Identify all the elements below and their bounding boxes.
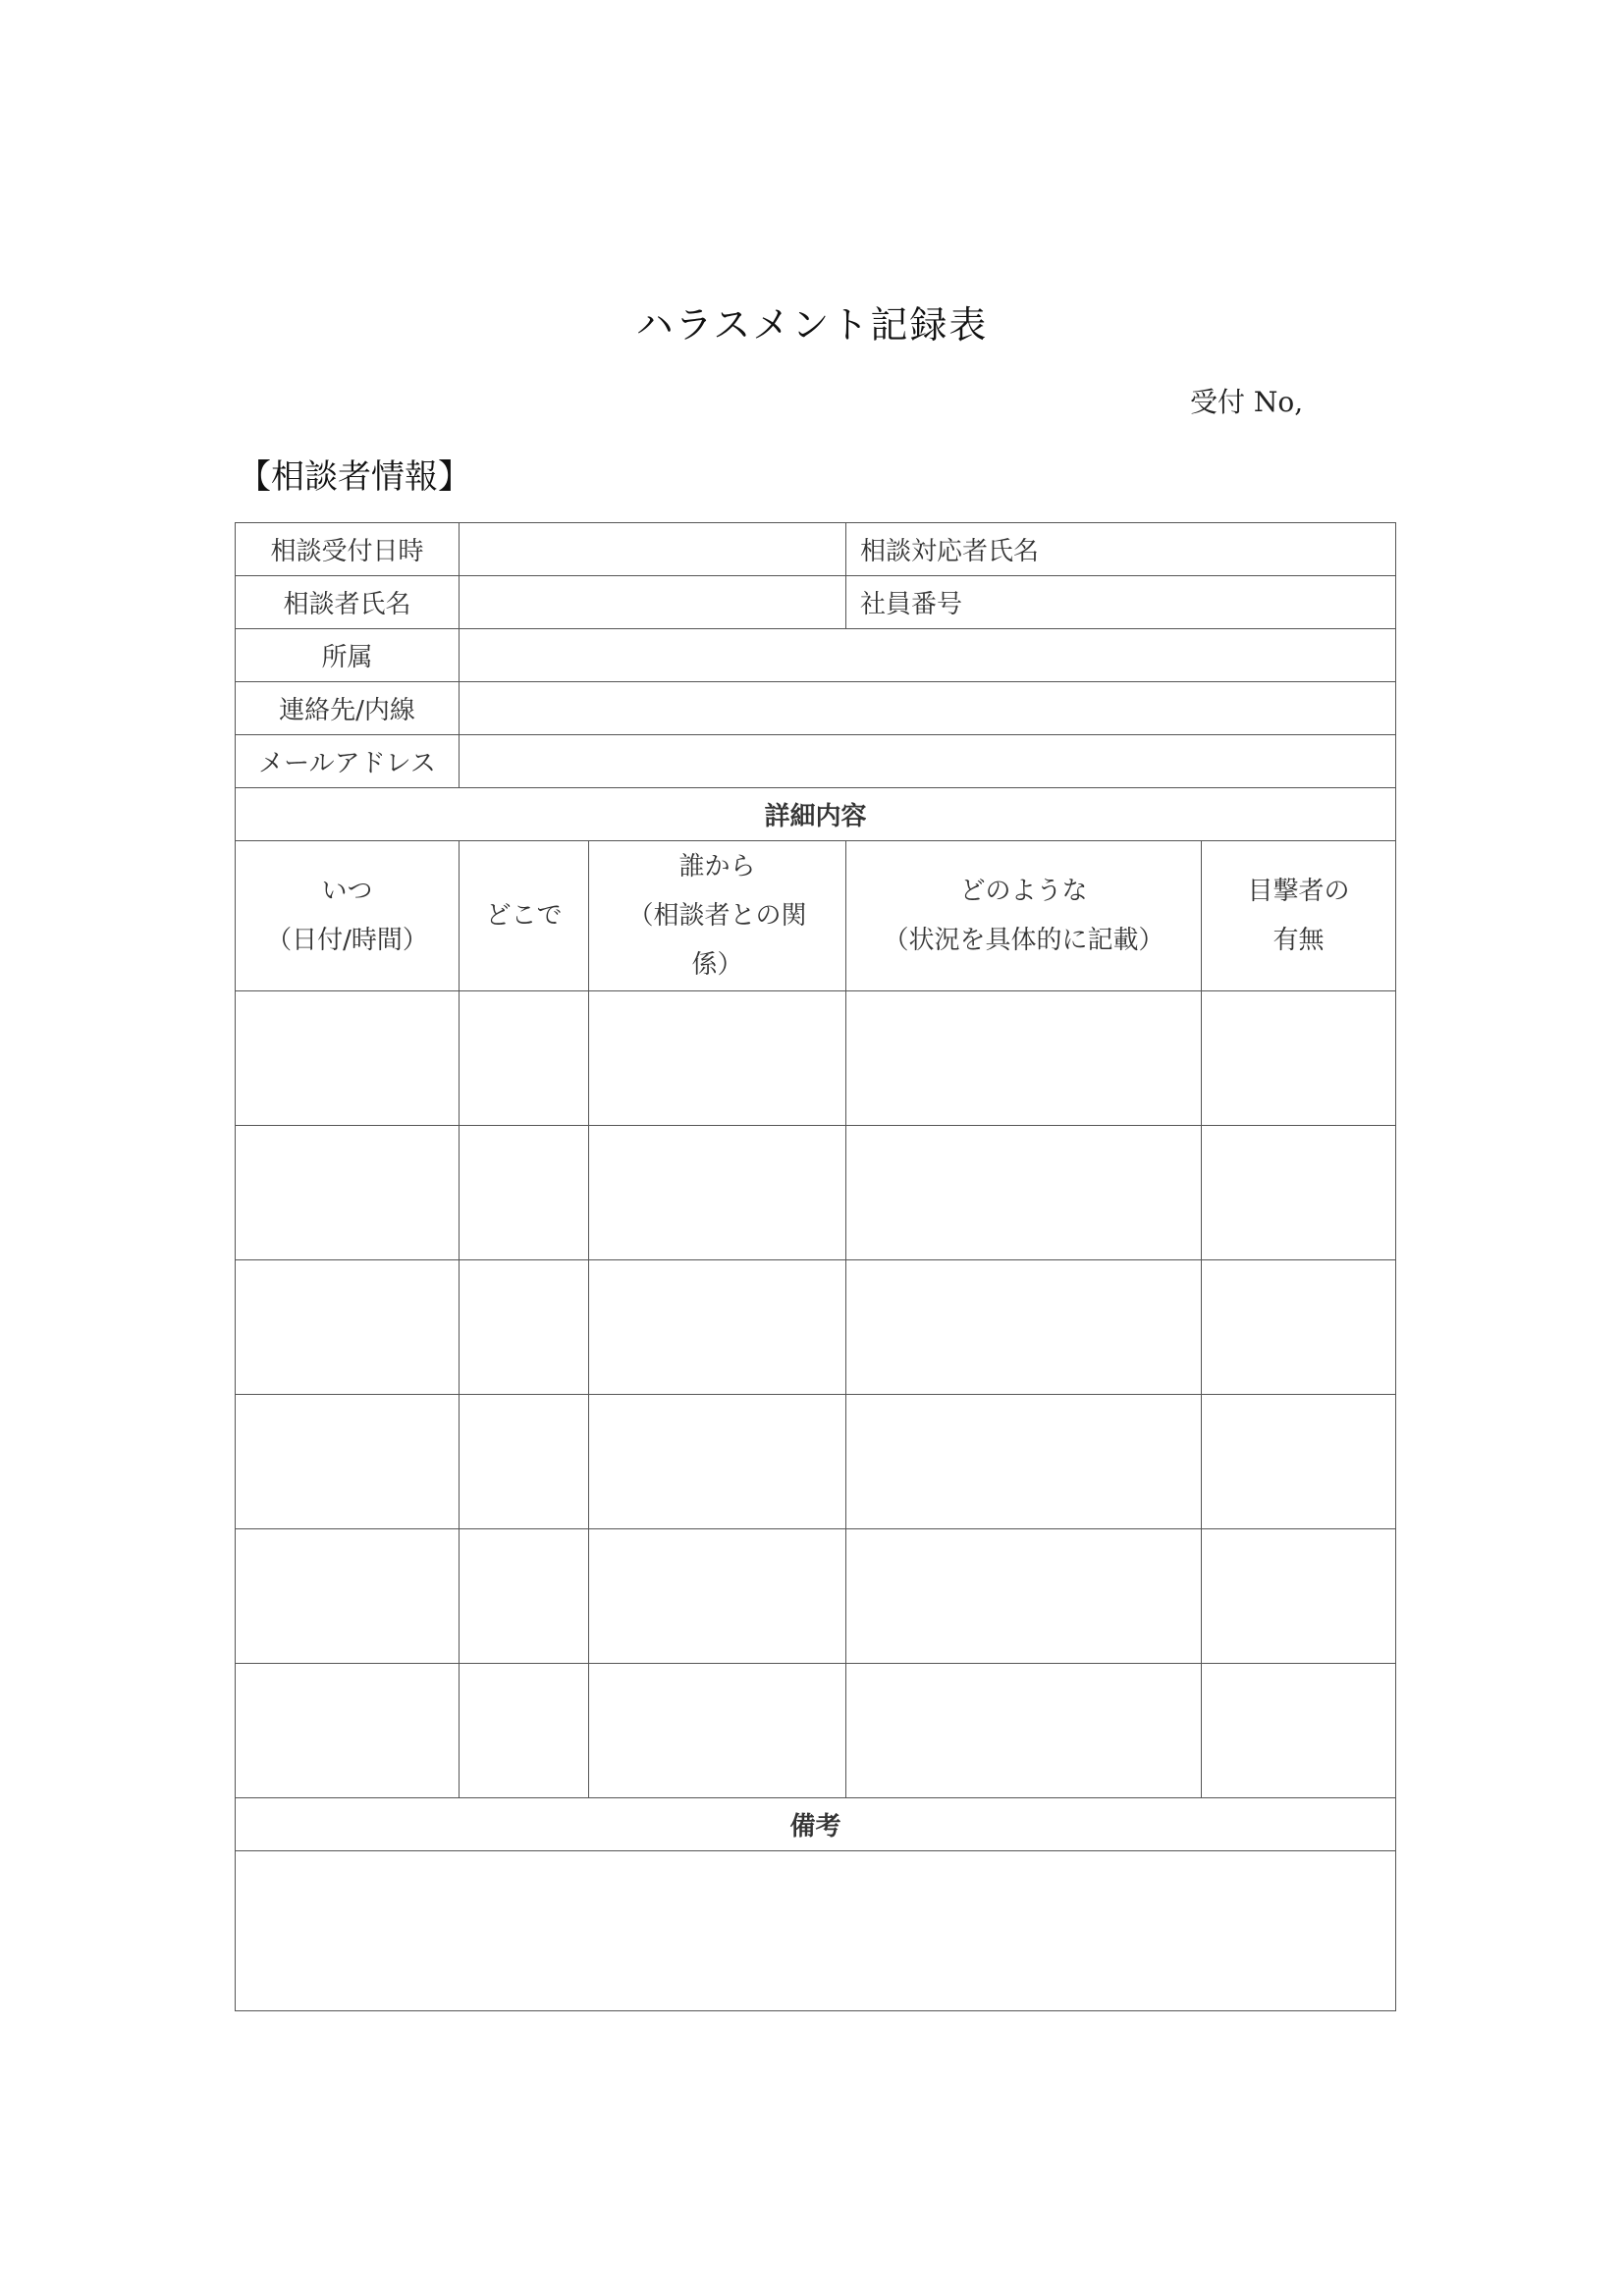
col-header-when <box>236 841 460 991</box>
contact-field[interactable] <box>460 682 1396 735</box>
consulter-name-field[interactable] <box>460 576 846 629</box>
entry-how-cell[interactable] <box>846 1260 1202 1395</box>
notes-field[interactable] <box>236 1851 1396 2011</box>
details-entry-row <box>236 1260 1396 1395</box>
details-entry-row <box>236 991 1396 1126</box>
notes-row <box>236 1851 1396 2011</box>
entry-witness-cell[interactable] <box>1202 1664 1396 1798</box>
entry-from-cell[interactable] <box>589 1260 846 1395</box>
details-entry-row <box>236 1126 1396 1260</box>
entry-where-cell[interactable] <box>460 991 589 1126</box>
col-header-witness-line1: 目撃者の <box>1247 877 1350 906</box>
email-label: メールアドレス <box>236 735 460 788</box>
entry-when-cell[interactable] <box>236 1260 460 1395</box>
col-header-how-line1: どのような <box>959 877 1088 906</box>
col-header-witness-line2: 有無 <box>1272 926 1325 955</box>
notes-heading-row <box>236 1798 1396 1851</box>
info-row-contact <box>236 682 1396 735</box>
entry-how-cell[interactable] <box>846 1529 1202 1664</box>
entry-from-cell[interactable] <box>589 1664 846 1798</box>
col-header-where <box>460 841 589 991</box>
col-header-where-line1: どこで <box>485 901 563 931</box>
entry-when-cell[interactable] <box>236 1395 460 1529</box>
info-row-email <box>236 735 1396 788</box>
col-header-from <box>589 841 846 991</box>
info-row-affiliation <box>236 629 1396 682</box>
details-column-header-row <box>236 841 1396 991</box>
receipt-number-label: 受付 No, <box>1190 386 1304 418</box>
entry-where-cell[interactable] <box>460 1260 589 1395</box>
info-row-name <box>236 576 1396 629</box>
entry-where-cell[interactable] <box>460 1126 589 1260</box>
notes-heading: 備考 <box>236 1798 1396 1851</box>
responder-name-label: 相談対応者氏名 <box>860 537 1040 566</box>
entry-when-cell[interactable] <box>236 1529 460 1664</box>
section-title: 【相談者情報】 <box>238 457 471 497</box>
affiliation-field[interactable] <box>460 629 1396 682</box>
entry-from-cell[interactable] <box>589 1529 846 1664</box>
entry-when-cell[interactable] <box>236 1126 460 1260</box>
entry-witness-cell[interactable] <box>1202 1126 1396 1260</box>
col-header-from-line2: （相談者との関 <box>627 901 807 931</box>
consult-datetime-field[interactable] <box>460 523 846 576</box>
col-header-how-line2: （状況を具体的に記載） <box>883 926 1164 955</box>
responder-name-field[interactable] <box>846 523 1396 576</box>
entry-when-cell[interactable] <box>236 991 460 1126</box>
entry-witness-cell[interactable] <box>1202 1395 1396 1529</box>
entry-witness-cell[interactable] <box>1202 1529 1396 1664</box>
harassment-record-table <box>235 522 1396 2011</box>
col-header-witness <box>1202 841 1396 991</box>
entry-where-cell[interactable] <box>460 1664 589 1798</box>
page-title: ハラスメント記録表 <box>635 303 989 347</box>
affiliation-label: 所属 <box>236 629 460 682</box>
entry-how-cell[interactable] <box>846 1126 1202 1260</box>
entry-when-cell[interactable] <box>236 1664 460 1798</box>
entry-where-cell[interactable] <box>460 1529 589 1664</box>
employee-number-label: 社員番号 <box>860 590 963 619</box>
details-entry-row <box>236 1529 1396 1664</box>
employee-number-field[interactable] <box>846 576 1396 629</box>
col-header-from-line3: 係） <box>691 950 743 980</box>
entry-how-cell[interactable] <box>846 991 1202 1126</box>
consult-datetime-label: 相談受付日時 <box>236 523 460 576</box>
entry-from-cell[interactable] <box>589 1126 846 1260</box>
col-header-when-line1: いつ <box>321 877 373 906</box>
info-row-datetime <box>236 523 1396 576</box>
email-field[interactable] <box>460 735 1396 788</box>
details-heading: 詳細内容 <box>236 788 1396 841</box>
entry-witness-cell[interactable] <box>1202 1260 1396 1395</box>
details-heading-row <box>236 788 1396 841</box>
entry-where-cell[interactable] <box>460 1395 589 1529</box>
details-entry-row <box>236 1664 1396 1798</box>
entry-witness-cell[interactable] <box>1202 991 1396 1126</box>
consulter-name-label: 相談者氏名 <box>236 576 460 629</box>
entry-how-cell[interactable] <box>846 1395 1202 1529</box>
col-header-from-line1: 誰から <box>678 852 756 881</box>
col-header-when-line2: （日付/時間） <box>266 926 428 955</box>
col-header-how <box>846 841 1202 991</box>
entry-how-cell[interactable] <box>846 1664 1202 1798</box>
details-entry-row <box>236 1395 1396 1529</box>
contact-label: 連絡先/内線 <box>236 682 460 735</box>
entry-from-cell[interactable] <box>589 1395 846 1529</box>
entry-from-cell[interactable] <box>589 991 846 1126</box>
